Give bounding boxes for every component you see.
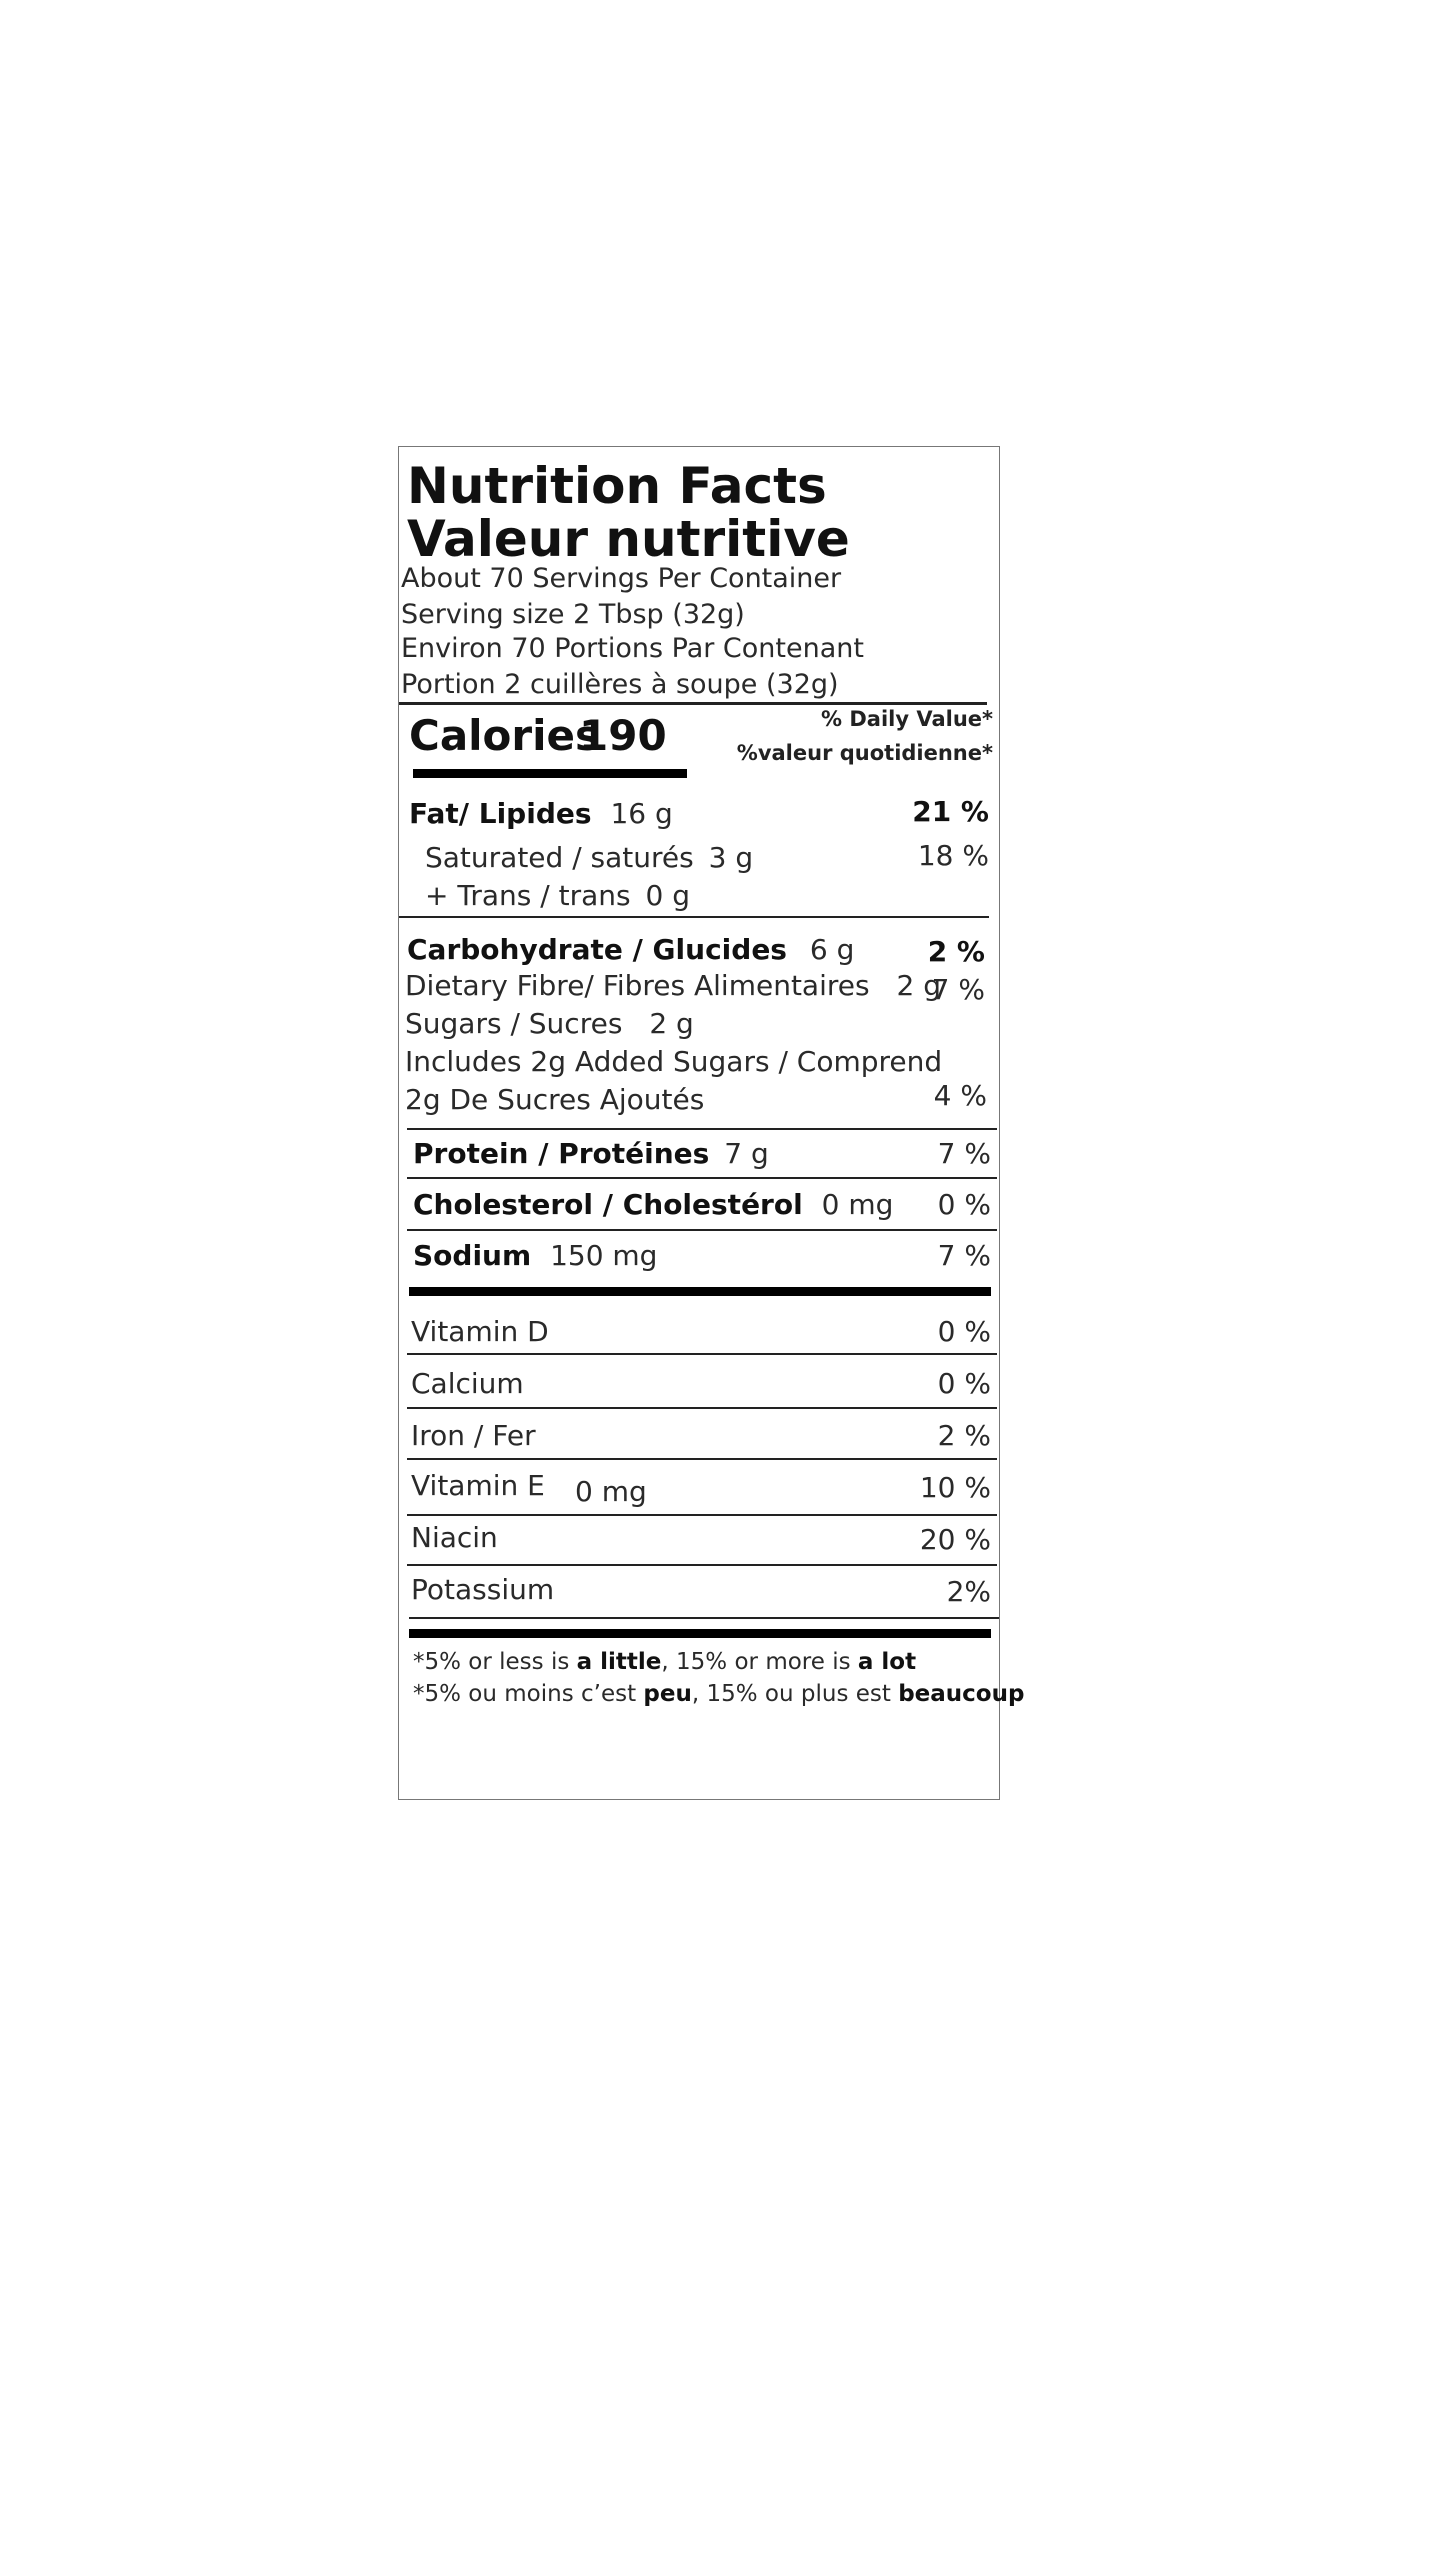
vitamin-d-dv: 0 %	[937, 1315, 991, 1348]
cholesterol-label: Cholesterol / Cholestérol	[413, 1188, 803, 1221]
cholesterol-row	[413, 1188, 893, 1221]
daily-value-header-en: % Daily Value*	[821, 707, 993, 731]
sugars-row	[405, 1007, 694, 1040]
fibre-dv: 7 %	[931, 973, 985, 1006]
saturated-amount: 3 g	[708, 841, 754, 874]
sugars-amount: 2 g	[649, 1007, 694, 1040]
sodium-label: Sodium	[413, 1239, 532, 1272]
iron-label: Iron / Fer	[411, 1419, 536, 1452]
footnote-fr-peu: peu	[643, 1681, 692, 1707]
added-sugars-line1: Includes 2g Added Sugars / Comprend	[405, 1045, 943, 1078]
serving-size-en: Serving size 2 Tbsp (32g)	[401, 599, 745, 630]
divider	[409, 1617, 999, 1619]
calories-value: 190	[579, 711, 667, 760]
niacin-dv: 20 %	[919, 1523, 991, 1556]
fat-dv: 21 %	[912, 795, 989, 828]
calories-label: Calories	[409, 711, 601, 760]
divider	[407, 1229, 997, 1231]
thick-divider	[409, 1287, 991, 1296]
divider	[407, 1458, 997, 1460]
footnote-fr	[413, 1681, 1024, 1707]
trans-row	[425, 879, 690, 912]
footnote-fr-prefix: *5% ou moins c’est	[413, 1681, 644, 1707]
iron-dv: 2 %	[937, 1419, 991, 1452]
potassium-label: Potassium	[411, 1573, 555, 1606]
thick-divider	[409, 1629, 991, 1638]
added-sugars-dv: 4 %	[933, 1079, 987, 1112]
footnote-en	[413, 1649, 916, 1675]
fat-amount: 16 g	[610, 797, 673, 830]
vitamin-e-amount: 0 mg	[575, 1475, 647, 1508]
footnote-en-lot: a lot	[857, 1649, 917, 1675]
footnote-fr-mid: , 15% ou plus est	[691, 1681, 899, 1707]
sodium-row	[413, 1239, 657, 1272]
divider	[399, 916, 989, 918]
divider	[407, 1564, 997, 1566]
divider	[407, 1128, 997, 1130]
protein-label: Protein / Protéines	[413, 1137, 710, 1170]
vitamin-d-label: Vitamin D	[411, 1315, 549, 1348]
calcium-label: Calcium	[411, 1367, 524, 1400]
vitamin-e-label: Vitamin E	[411, 1469, 545, 1502]
footnote-en-mid: , 15% or more is	[661, 1649, 858, 1675]
serving-size-fr: Portion 2 cuillères à soupe (32g)	[401, 669, 839, 700]
divider	[407, 1353, 997, 1355]
footnote-fr-beaucoup: beaucoup	[898, 1681, 1025, 1707]
servings-per-container-en: About 70 Servings Per Container	[401, 563, 842, 594]
carbohydrate-row	[407, 933, 854, 966]
calories-bar	[413, 769, 687, 778]
divider	[407, 1177, 997, 1179]
carbohydrate-label: Carbohydrate / Glucides	[407, 933, 787, 966]
nutrition-facts-label	[398, 446, 1025, 1800]
fat-row	[409, 797, 673, 830]
calcium-dv: 0 %	[937, 1367, 991, 1400]
title-fr: Valeur nutritive	[407, 510, 850, 568]
carbohydrate-dv: 2 %	[927, 935, 985, 968]
added-sugars-line2: 2g De Sucres Ajoutés	[405, 1083, 705, 1116]
trans-label: + Trans / trans	[425, 879, 631, 912]
sugars-label: Sugars / Sucres	[405, 1007, 623, 1040]
cholesterol-amount: 0 mg	[821, 1188, 894, 1221]
fat-label: Fat/ Lipides	[409, 797, 592, 830]
niacin-label: Niacin	[411, 1521, 498, 1554]
title-en: Nutrition Facts	[407, 457, 827, 515]
fibre-row	[405, 969, 941, 1002]
divider	[399, 702, 987, 705]
sodium-dv: 7 %	[937, 1239, 991, 1272]
vitamin-e-dv: 10 %	[919, 1471, 991, 1504]
saturated-row	[425, 841, 753, 874]
trans-amount: 0 g	[645, 879, 690, 912]
footnote-en-little: a little	[576, 1649, 662, 1675]
protein-amount: 7 g	[724, 1137, 769, 1170]
saturated-dv: 18 %	[917, 839, 989, 872]
sodium-amount: 150 mg	[550, 1239, 658, 1272]
protein-dv: 7 %	[937, 1137, 991, 1170]
fibre-amount: 2 g	[896, 969, 941, 1002]
divider	[407, 1514, 997, 1516]
saturated-label: Saturated / saturés	[425, 841, 694, 874]
fibre-label: Dietary Fibre/ Fibres Alimentaires	[405, 969, 870, 1002]
divider	[407, 1407, 997, 1409]
potassium-dv: 2%	[946, 1575, 991, 1608]
cholesterol-dv: 0 %	[937, 1188, 991, 1221]
servings-per-container-fr: Environ 70 Portions Par Contenant	[401, 633, 864, 664]
carbohydrate-amount: 6 g	[809, 933, 855, 966]
footnote-en-prefix: *5% or less is	[413, 1649, 577, 1675]
daily-value-header-fr: %valeur quotidienne*	[736, 741, 993, 765]
protein-row	[413, 1137, 769, 1170]
